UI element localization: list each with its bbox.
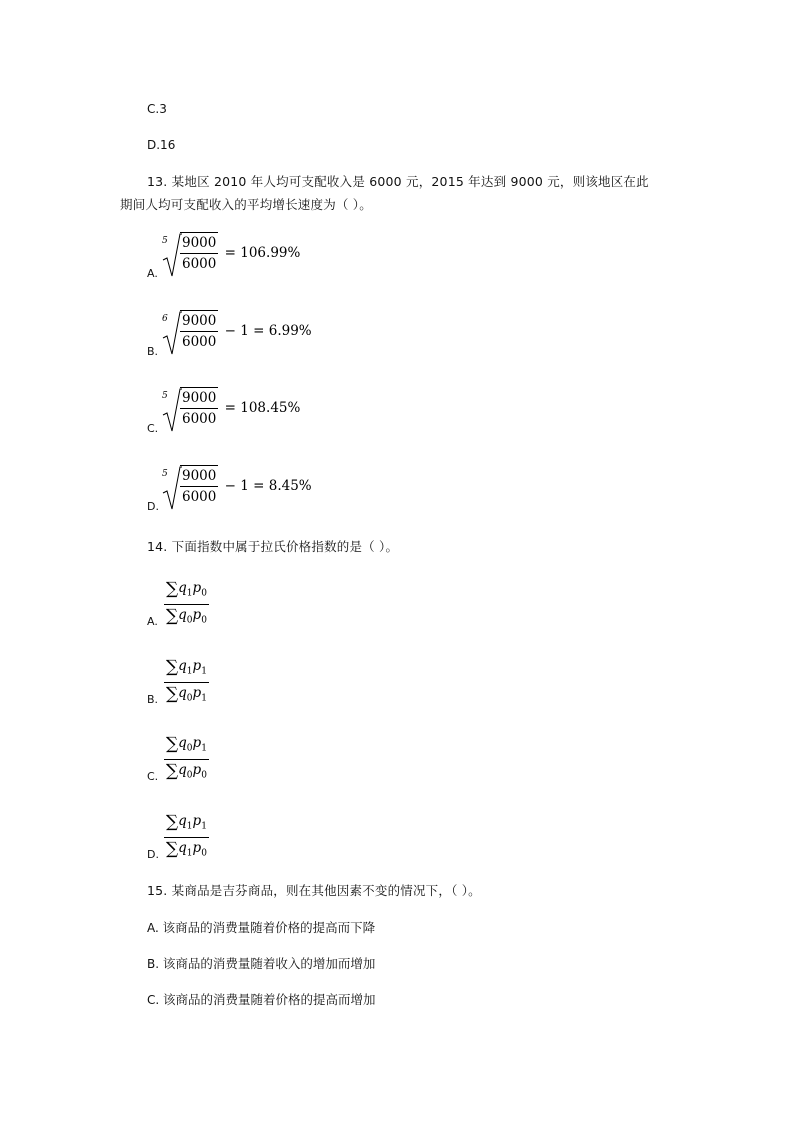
formula-q13-a [162, 232, 300, 274]
denominator: 6000 [182, 256, 217, 272]
option-b [147, 954, 375, 972]
formula-q14-c [164, 733, 209, 785]
formula-q14-b [164, 656, 209, 708]
option-letter: B. [147, 345, 159, 358]
question-number: 13. [147, 174, 168, 189]
question-14-text [120, 535, 680, 558]
fraction [180, 465, 218, 507]
option-text: 该商品的消费量随着价格的提高而下降 [162, 920, 376, 935]
denominator: $\sum q_0p_0$ [166, 605, 207, 626]
denominator: 6000 [182, 411, 217, 427]
formula-q14-a [164, 578, 209, 630]
numerator: 9000 [180, 311, 218, 332]
denominator: $\sum q_0p_1$ [166, 683, 207, 704]
fraction [180, 387, 218, 429]
fraction [164, 811, 209, 863]
question-number: 15. [147, 883, 168, 898]
question-text-line2: 期间人均可支配收入的平均增长速度为（ ）。 [120, 197, 372, 212]
denominator: 6000 [182, 334, 217, 350]
option-letter: C. [147, 422, 159, 435]
formula-q13-c [162, 387, 300, 429]
radical [162, 310, 218, 352]
fraction [164, 733, 209, 785]
fraction [180, 310, 218, 352]
question-text-line1: 某地区 2010 年人均可支配收入是 6000 元，2015 年达到 9000 元，则该地区在此 [171, 174, 649, 189]
result: = 106.99% [224, 245, 301, 261]
question-text: 下面指数中属于拉氏价格指数的是（ ）。 [171, 539, 399, 554]
denominator: 6000 [182, 489, 217, 505]
radical [162, 232, 218, 274]
fraction [180, 232, 218, 274]
root-index: 5 [162, 469, 168, 479]
result: = 108.45% [224, 400, 301, 416]
result: − 1 = 6.99% [224, 323, 312, 339]
fraction [164, 578, 209, 630]
formula-q13-d [162, 465, 312, 507]
denominator: $\sum q_1p_0$ [166, 838, 207, 859]
radical [162, 465, 218, 507]
numerator: $\sum q_1p_0$ [164, 578, 209, 605]
result: − 1 = 8.45% [224, 478, 312, 494]
numerator: 9000 [180, 466, 218, 487]
question-13-text [120, 170, 680, 216]
option-a [147, 918, 375, 936]
numerator: $\sum q_0p_1$ [164, 733, 209, 760]
option-letter: C. [147, 770, 159, 783]
root-index: 5 [162, 391, 168, 401]
option-letter: B. [147, 693, 159, 706]
option-text: 该商品的消费量随着收入的增加而增加 [162, 956, 376, 971]
fraction [164, 656, 209, 708]
option-letter: A. [147, 921, 159, 935]
numerator: 9000 [180, 388, 218, 409]
option-c [147, 990, 376, 1008]
question-text: 某商品是吉芬商品，则在其他因素不变的情况下，（ ）。 [171, 883, 481, 898]
question-number: 14. [147, 539, 168, 554]
root-index: 5 [162, 236, 168, 246]
option-text: 该商品的消费量随着价格的提高而增加 [163, 992, 376, 1007]
option-letter: A. [147, 267, 158, 280]
option-letter: C. [147, 993, 160, 1007]
question-15-text [120, 879, 680, 902]
option-letter: D. [147, 500, 159, 513]
numerator: $\sum q_1p_1$ [164, 811, 209, 838]
option-letter: B. [147, 957, 160, 971]
option-c-prev: C.3 [147, 102, 167, 116]
option-letter: A. [147, 615, 158, 628]
formula-q13-b [162, 310, 312, 352]
option-letter: D. [147, 848, 159, 861]
numerator: $\sum q_1p_1$ [164, 656, 209, 683]
numerator: 9000 [180, 233, 218, 254]
option-d-prev: D.16 [147, 138, 176, 152]
radical [162, 387, 218, 429]
denominator: $\sum q_0p_0$ [166, 760, 207, 781]
root-index: 6 [162, 314, 168, 324]
formula-q14-d [164, 811, 209, 863]
